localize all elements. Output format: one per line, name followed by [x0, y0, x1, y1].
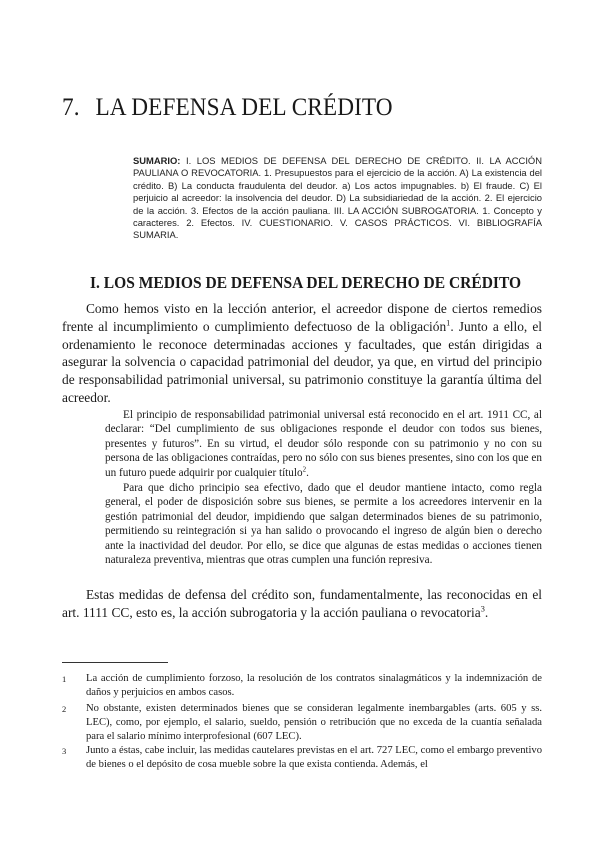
- footnote-text: No obstante, existen determinados bienes que se consideran legalmente inembargables (arts. 605 y ss. LEC), como, por ejemplo, el salario, sueldo, pensión o retribución que no exceda de la cuantía señalada para el salario mínimo interprofesional (607 LEC).: [86, 703, 542, 743]
- footnote-number: 3: [62, 746, 67, 756]
- footnote-number: 2: [62, 704, 67, 714]
- chapter-summary: [133, 155, 542, 242]
- summary-lead: SUMARIO:: [133, 155, 181, 166]
- body-paragraph-2: [62, 586, 542, 622]
- footnote-text: La acción de cumplimiento forzoso, la resolución de los contratos sinalagmáticos y la indemnización de daños y perjuicios en ambos casos.: [86, 673, 542, 699]
- indented-1-text-b: .: [306, 466, 309, 479]
- indented-paragraph-2: Para que dicho principio sea efectivo, dado que el deudor mantiene intacto, como regla general, el poder de disposición sobre sus bienes, se permite a los acreedores intervenir en la gestión patrimonial del deudor, impidiendo que salgan determinados bienes de su patrimonio, permitiendo su reintegración si ya han salido o provocando el ingreso de algún bien o derecho ante la inactividad del deudor. Por ello, se dice que algunas de estas medidas o acciones tienen naturaleza preventiva, mientras que otras cumplen una función represiva.: [105, 482, 542, 567]
- footnote-3: [62, 744, 542, 772]
- footnote-text: Junto a éstas, cabe incluir, las medidas cautelares previstas en el art. 727 LEC, como el embargo preventivo de bienes o el depósito de cosa mueble sobre la que exista contienda. Además, el: [86, 745, 542, 771]
- chapter-title: [62, 94, 508, 122]
- footnote-separator: [62, 662, 168, 663]
- summary-text: I. LOS MEDIOS DE DEFENSA DEL DERECHO DE CRÉDITO. II. LA ACCIÓN PAULIANA O REVOCATORIA. 1. Presupuestos para el ejercicio de la acción. A) La existencia del crédito. B) La conducta fraudulenta del deudor. a) Los actos impugnables. b) El fraude. C) El perjuicio al acreedor: la insolvencia del deudor. D) La subsidiariedad de la acción. 2. El ejercicio de la acción. 3. Efectos de la acción pauliana. III. LA ACCIÓN SUBROGATORIA. 1. Concepto y caracteres. 2. Efectos. IV. CUESTIONARIO. V. CASOS PRÁCTICOS. VI. BIBLIOGRAFÍA SUMARIA.: [133, 155, 542, 241]
- paragraph-2-text-a: Estas medidas de defensa del crédito son, fundamentalmente, las reconocidas en el art. 1111 CC, esto es, la acción subrogatoria y la acción pauliana o revocatoria: [62, 587, 542, 620]
- footnote-ref-1: 1: [446, 318, 451, 328]
- footnote-ref-2: 2: [302, 464, 307, 473]
- footnote-number: 1: [62, 674, 67, 684]
- chapter-number: 7.: [62, 94, 80, 121]
- body-paragraph-1: [62, 300, 542, 407]
- paragraph-1-text-b: . Junto a ello, el ordenamiento le reconoce determinadas acciones y facultades, que están dirigidas a asegurar la solvencia o capacidad patrimonial del deudor, ya que, en virtud del principio de responsabilidad patrimonial universal, su patrimonio constituye la garantía última del acreedor.: [62, 318, 542, 405]
- chapter-title-text: LA DEFENSA DEL CRÉDITO: [95, 94, 393, 121]
- footnote-1: [62, 672, 542, 700]
- paragraph-1-text-a: Como hemos visto en la lección anterior, el acreedor dispone de ciertos remedios frente al incumplimiento o cumplimiento defectuoso de la obligación: [62, 301, 542, 334]
- footnote-2: [62, 702, 542, 745]
- footnote-ref-3: 3: [480, 604, 485, 614]
- indented-paragraph-1: [105, 408, 542, 480]
- section-heading: I. LOS MEDIOS DE DEFENSA DEL DERECHO DE CRÉDITO: [90, 273, 522, 292]
- indented-1-text-a: El principio de responsabilidad patrimonial universal está reconocido en el art. 1911 CC, al declarar: “Del cumplimiento de sus obligaciones responde el deudor con todos sus bienes, presentes y futuros”. En su virtud, el deudor sólo responde con su patrimonio y no con su persona de las obligaciones contraídas, pero no sólo con sus bienes presentes, sino con los que en un futuro puede adquirir por cualquier título: [105, 409, 542, 479]
- paragraph-2-text-b: .: [484, 604, 489, 620]
